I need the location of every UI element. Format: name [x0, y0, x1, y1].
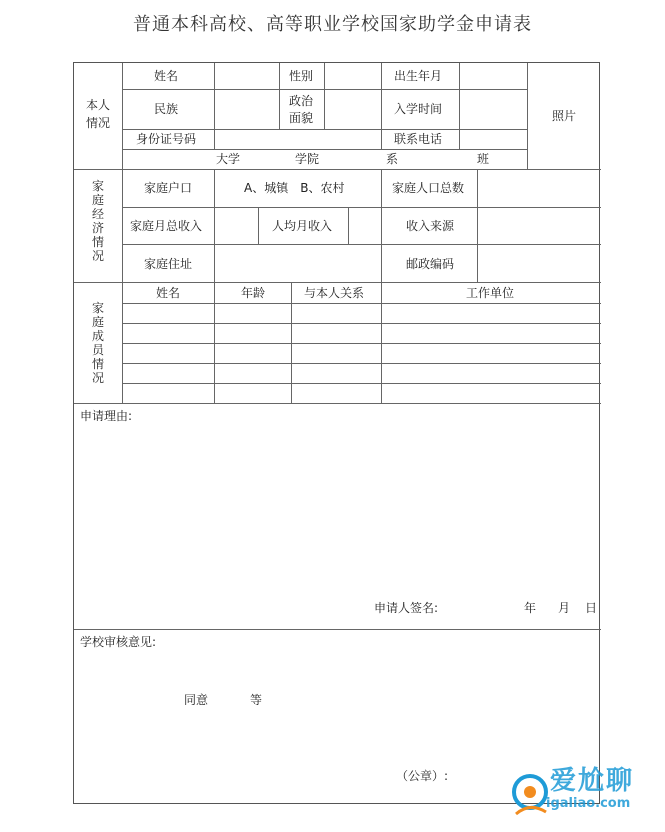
grid-line: [74, 282, 601, 283]
grid-line: [122, 129, 527, 130]
label-name: 姓名: [154, 69, 179, 83]
logo-swoosh: [516, 807, 546, 814]
label-grade: 等: [250, 693, 263, 707]
label-reason: 申请理由:: [80, 409, 133, 423]
grid-line: [381, 169, 382, 282]
grid-line: [348, 207, 349, 244]
form-title: 普通本科高校、高等职业学校国家助学金申请表: [133, 14, 532, 35]
label-day: 日: [585, 601, 598, 615]
grid-line: [74, 169, 601, 170]
grid-line: [122, 343, 601, 344]
label-applicant-signature: 申请人签名:: [374, 601, 439, 615]
grid-line: [122, 244, 601, 245]
label-birth: 出生年月: [394, 69, 443, 83]
grid-line: [122, 303, 601, 304]
grid-line: [381, 282, 382, 403]
grid-line: [258, 207, 259, 244]
application-form-table: [73, 62, 600, 804]
label-id-number: 身份证号码: [136, 132, 197, 146]
label-photo: 照片: [552, 109, 577, 123]
grid-line: [122, 363, 601, 364]
grid-line: [381, 63, 382, 149]
label-month: 月: [558, 601, 571, 615]
label-political: 政治面貌: [289, 94, 314, 125]
grid-line: [214, 63, 215, 129]
grid-line: [214, 129, 215, 149]
label-postcode: 邮政编码: [406, 257, 455, 271]
label-agree: 同意: [184, 693, 209, 707]
label-monthly-income: 家庭月总收入: [130, 219, 203, 233]
label-official-seal: （公章）:: [396, 769, 449, 783]
section-personal-label: 本人情况: [85, 98, 110, 130]
grid-line: [291, 282, 292, 403]
label-year: 年: [524, 601, 537, 615]
grid-line: [74, 403, 601, 404]
label-household-size: 家庭人口总数: [392, 181, 465, 195]
label-income-source: 收入来源: [406, 219, 455, 233]
grid-line: [459, 63, 460, 149]
label-school-review: 学校审核意见:: [80, 635, 157, 649]
grid-line: [279, 63, 280, 129]
grid-line: [122, 323, 601, 324]
hukou-options: A、城镇 B、农村: [244, 181, 345, 195]
label-hukou: 家庭户口: [144, 181, 193, 195]
col-header-employer: 工作单位: [466, 286, 515, 300]
label-phone: 联系电话: [394, 132, 443, 146]
label-university: 大学: [216, 152, 241, 166]
label-per-capita-income: 人均月收入: [272, 219, 333, 233]
grid-line: [214, 169, 215, 282]
grid-line: [122, 207, 601, 208]
grid-line: [122, 63, 123, 403]
watermark-logo: [506, 752, 665, 828]
col-header-age: 年龄: [241, 286, 266, 300]
grid-line: [214, 282, 215, 403]
grid-line: [122, 383, 601, 384]
watermark-url: igaliao.com: [546, 796, 631, 811]
grid-line: [324, 63, 325, 129]
grid-line: [527, 63, 528, 169]
logo-dot: [524, 786, 536, 798]
section-family-econ-label: 家庭经济情况: [91, 179, 104, 263]
watermark-text: 爱尬聊: [550, 766, 635, 796]
section-family-members-label: 家庭成员情况: [91, 301, 104, 385]
label-enroll: 入学时间: [394, 102, 443, 116]
label-college: 学院: [295, 152, 320, 166]
label-ethnicity: 民族: [154, 102, 179, 116]
grid-line: [477, 169, 478, 282]
col-header-name: 姓名: [156, 286, 181, 300]
grid-line: [74, 629, 601, 630]
label-address: 家庭住址: [144, 257, 193, 271]
label-gender: 性别: [289, 69, 314, 83]
label-department: 系: [386, 152, 399, 166]
grid-line: [122, 149, 527, 150]
label-class: 班: [477, 152, 490, 166]
col-header-relation: 与本人关系: [304, 286, 365, 300]
